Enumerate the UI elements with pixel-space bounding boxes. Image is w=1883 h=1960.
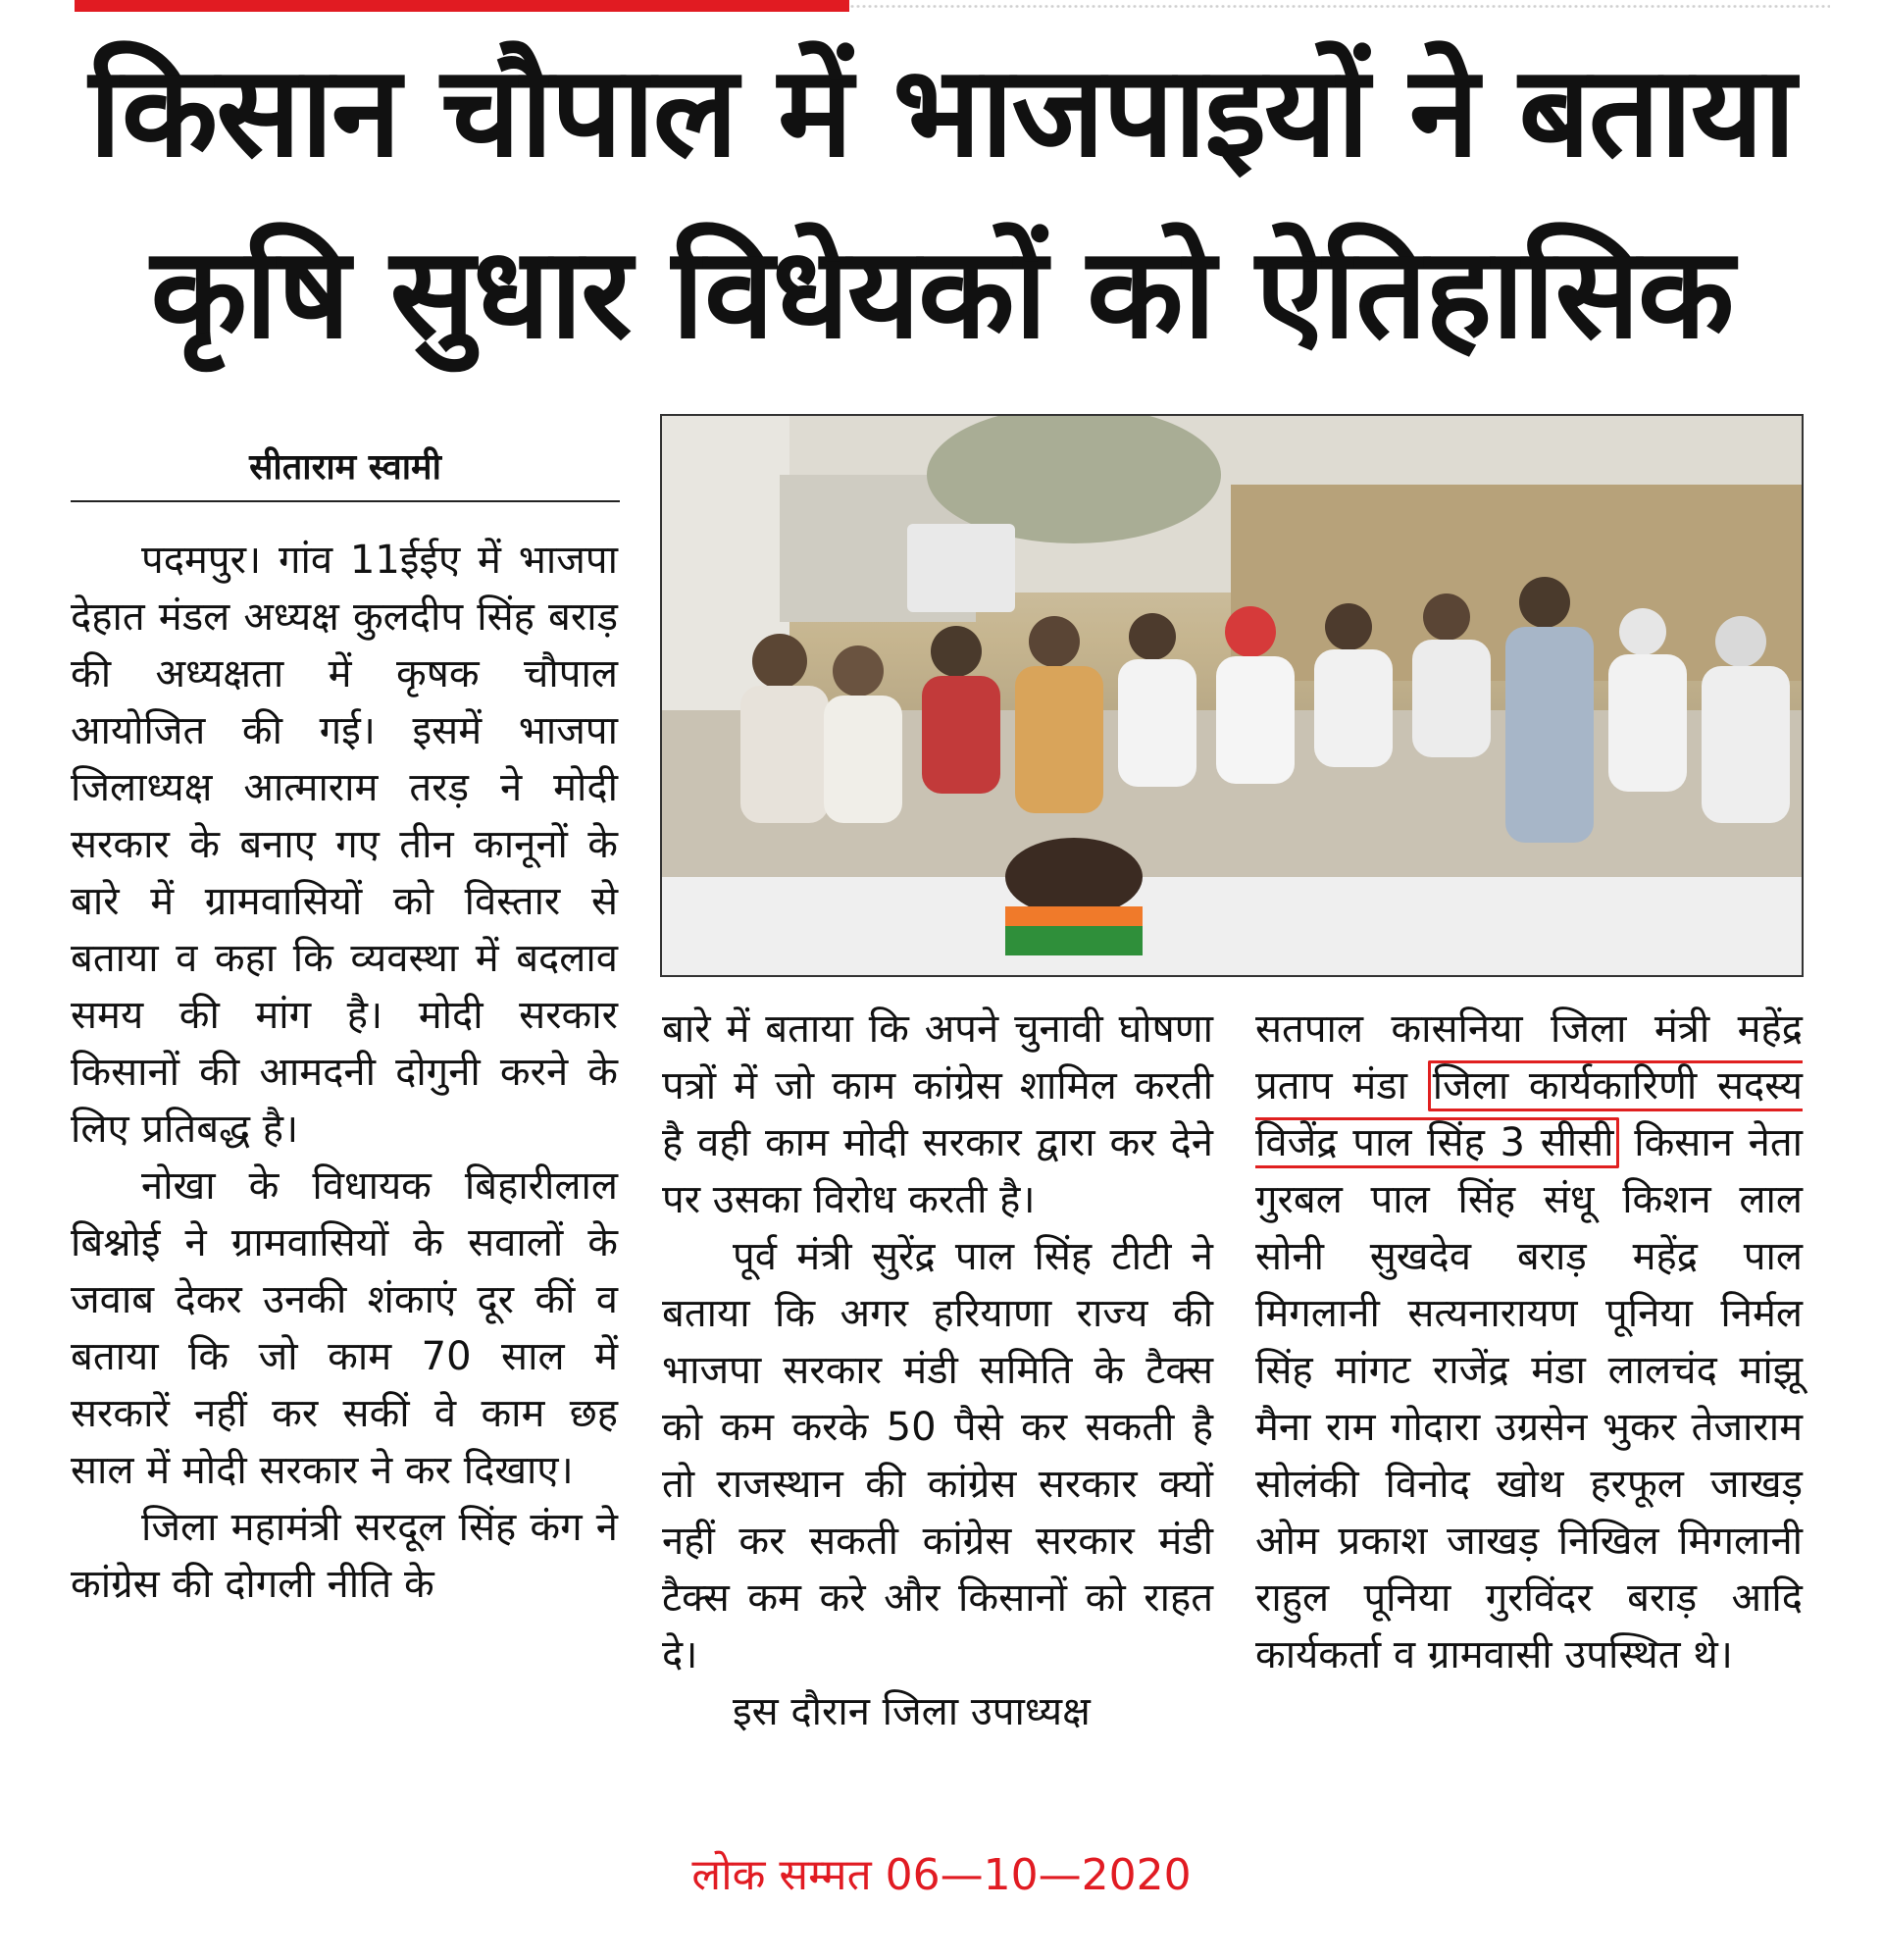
article-column-3 — [1255, 1001, 1803, 1683]
top-red-rule — [75, 0, 849, 12]
column2-paragraph-1: बारे में बताया कि अपने चुनावी घोषणा पत्रों में जो काम कांग्रेस शामिल करती है वही काम मोदी सरकार द्वारा कर देने पर उसका विरोध करती है। — [662, 1006, 1213, 1222]
article-column-2 — [662, 1001, 1213, 1740]
headline-line-1: किसान चौपाल में भाजपाइयों ने बताया — [88, 39, 1795, 185]
column2-paragraph-3: इस दौरान जिला उपाध्यक्ष — [733, 1689, 1091, 1734]
footer-source-date: लोक सम्मत 06—10—2020 — [691, 1850, 1192, 1900]
column3-text-before: सतपाल कासनिया जिला मंत्री महेंद्र प्रताप मंडा — [1255, 1006, 1803, 1109]
headline-line-2: कृषि सुधार विधेयकों को ऐतिहासिक — [150, 221, 1733, 367]
column3-text-after: किसान नेता गुरबल पाल सिंह संधू किशन लाल सोनी सुखदेव बराड़ महेंद्र पाल मिगलानी सत्यनारायण पूनिया निर्मल सिंह मांगट राजेंद्र मंडा लालचंद मांझू मैना राम गोदारा उग्रसेन भुकर तेजाराम सोलंकी विनोद खोथ हरफूल जाखड़ ओम प्रकाश जाखड़ निखिल मिगलानी राहुल पूनिया गुरविंदर बराड़ आदि कार्यकर्ता व ग्रामवासी उपस्थित थे। — [1255, 1120, 1803, 1677]
byline-divider — [71, 500, 620, 502]
news-photo — [660, 414, 1804, 977]
column1-paragraph-3: जिला महामंत्री सरदूल सिंह कंग ने कांग्रेस की दोगली नीति के — [71, 1505, 618, 1607]
column1-paragraph-2: नोखा के विधायक बिहारीलाल बिश्नोई ने ग्रामवासियों के सवालों के जवाब देकर उनकी शंकाएं दूर कीं व बताया कि जो काम 70 साल में सरकारें नहीं कर सकीं वे काम छह साल में मोदी सरकार ने कर दिखाए। — [71, 1163, 618, 1493]
highlighted-name-box: जिला कार्यकारिणी सदस्य विजेंद्र पाल सिंह 3 सीसी — [1255, 1060, 1803, 1168]
column3-paragraph — [1255, 1001, 1803, 1683]
column1-paragraph-1: पदमपुर। गांव 11ईईए में भाजपा देहात मंडल अध्यक्ष कुलदीप सिंह बराड़ की अध्यक्षता में कृषक चौपाल आयोजित की गई। इसमें भाजपा जिलाध्यक्ष आत्माराम तरड़ ने मोदी सरकार के बनाए गए तीन कानूनों के बारे में ग्रामवासियों को विस्तार से बताया व कहा कि व्यवस्था में बदलाव समय की मांग है। मोदी सरकार किसानों की आमदनी दोगुनी करने के लिए प्रतिबद्ध है। — [71, 538, 618, 1152]
column2-paragraph-2: पूर्व मंत्री सुरेंद्र पाल सिंह टीटी ने बताया कि अगर हरियाणा राज्य की भाजपा सरकार मंडी समिति के टैक्स को कम करके 50 पैसे कर सकती है तो राजस्थान की कांग्रेस सरकार क्यों नहीं कर सकती कांग्रेस सरकार मंडी टैक्स कम करे और किसानों को राहत दे। — [662, 1234, 1213, 1677]
byline: सीताराम स्वामी — [249, 447, 441, 488]
photo-illustration — [662, 416, 1804, 977]
top-dotted-rule — [849, 4, 1830, 9]
article-column-1 — [71, 532, 618, 1613]
